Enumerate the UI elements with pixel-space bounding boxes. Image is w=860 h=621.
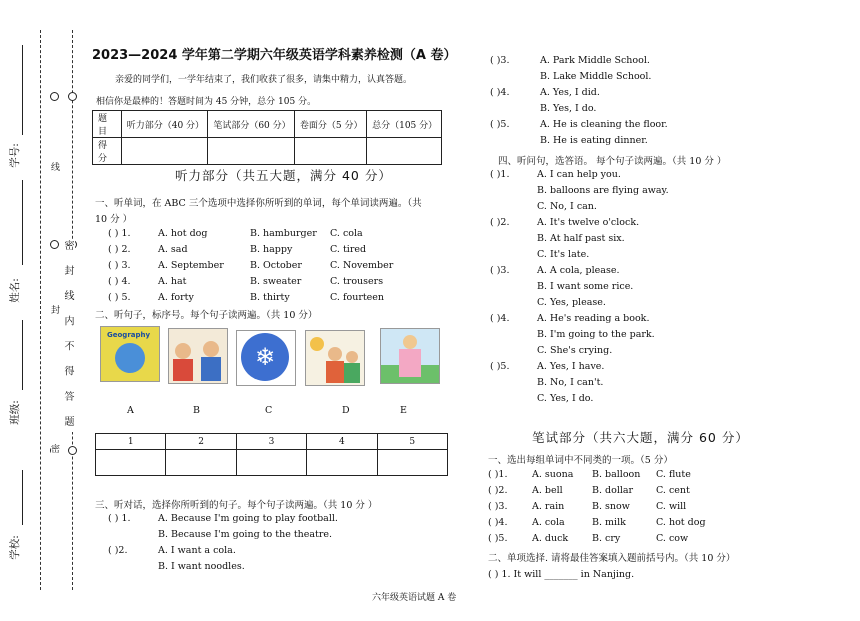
w1-option-c: C. cent <box>656 485 690 496</box>
s4-option-a: A. A cola, please. <box>537 265 620 276</box>
answer-cell[interactable] <box>166 450 236 476</box>
school-label: 学校: <box>8 535 21 560</box>
w1-item-num: ( )2. <box>488 485 508 496</box>
seal-char: 线 <box>51 160 60 173</box>
listening-heading: 听力部分（共五大题，满分 40 分） <box>175 168 392 183</box>
s1-option-b: B. sweater <box>250 276 302 287</box>
score-table-header-row <box>93 111 442 138</box>
s3-option-b: B. Because I'm going to the theatre. <box>158 529 333 540</box>
picture-label: A <box>127 405 134 416</box>
s1-option-b: B. thirty <box>250 292 290 303</box>
w1-option-c: C. flute <box>656 469 691 480</box>
s4-item-num: ( )3. <box>490 265 510 276</box>
wsection2-item: ( ) 1. It will _______ in Nanjing. <box>488 569 635 580</box>
s1-option-c: C. November <box>330 260 394 271</box>
picture-label: E <box>400 405 407 416</box>
score-cell: 听力部分（40 分） <box>121 111 208 138</box>
binding-hole <box>68 446 77 455</box>
s1-option-a: A. hat <box>158 276 187 287</box>
exam-title: 2023—2024 学年第二学期六年级英语学科素养检测（A 卷） <box>92 48 457 63</box>
s4-item-num: ( )5. <box>490 361 510 372</box>
s1-option-a: A. hot dog <box>158 228 208 239</box>
s1-item-num: ( ) 3. <box>108 260 131 271</box>
score-cell: 总分（105 分） <box>367 111 442 138</box>
w1-option-b: B. snow <box>592 501 630 512</box>
score-table-score-row <box>93 138 442 165</box>
score-cell: 笔试部分（60 分） <box>208 111 295 138</box>
w1-item-num: ( )4. <box>488 517 508 528</box>
seal-char: 密 <box>51 442 60 455</box>
s1-item-num: ( ) 5. <box>108 292 131 303</box>
picture-label: C <box>265 405 273 416</box>
answer-number: 2 <box>166 434 236 450</box>
s3-option-a: A. Because I'm going to play football. <box>158 513 338 524</box>
section2-title: 二、听句子，标序号。每个句子读两遍。（共 10 分） <box>95 310 318 321</box>
s1-option-a: A. September <box>158 260 224 271</box>
s3-option-b: B. He is eating dinner. <box>540 135 648 146</box>
picture-caption: Geography <box>107 331 151 339</box>
wsection2-title: 二、单项选择. 请将最佳答案填入题前括号内。（共 10 分） <box>488 553 736 564</box>
s3-option-b: B. Yes, I do. <box>540 103 597 114</box>
s4-item-num: ( )4. <box>490 313 510 324</box>
answer-table <box>95 433 448 476</box>
id-label: 学号: <box>8 143 21 168</box>
w1-option-a: A. duck <box>532 533 569 544</box>
binding-hole <box>68 92 77 101</box>
s4-option-a: A. It's twelve o'clock. <box>537 217 640 228</box>
intro-line-2: 相信你是最棒的！答题时间为 45 分钟，总分 105 分。 <box>96 97 317 107</box>
written-heading: 笔试部分（共六大题，满分 60 分） <box>532 430 749 445</box>
children-playing-picture <box>305 330 365 386</box>
snowflake-picture: ❄ <box>236 330 296 386</box>
score-cell: 题目 <box>93 111 122 138</box>
s1-option-b: B. hamburger <box>250 228 317 239</box>
s1-option-b: B. happy <box>250 244 293 255</box>
score-input-cell[interactable] <box>294 138 366 165</box>
seal-char: 封 <box>51 303 60 316</box>
arguing-kids-picture <box>168 328 228 384</box>
answer-number: 4 <box>307 434 377 450</box>
s3-option-a: A. I want a cola. <box>158 545 236 556</box>
answer-input-row <box>96 450 448 476</box>
section4-title: 四、听问句，选答语。 每个句子读两遍。（共 10 分 ） <box>498 156 727 167</box>
section3-title: 三、听对话，选择你所听到的句子。每个句子读两遍。（共 10 分 ） <box>95 500 378 511</box>
w1-option-a: A. bell <box>532 485 563 496</box>
intro-line-1: 亲爱的同学们，一学年结束了，我们收获了很多，请集中精力，认真答题。 <box>115 75 413 85</box>
w1-option-b: B. dollar <box>592 485 634 496</box>
s4-item-num: ( )2. <box>490 217 510 228</box>
s4-option-b: B. I'm going to the park. <box>537 329 655 340</box>
s1-option-c: C. tired <box>330 244 367 255</box>
w1-option-a: A. rain <box>532 501 565 512</box>
lake-scene-picture <box>380 328 440 384</box>
class-field[interactable] <box>22 320 24 390</box>
score-table <box>92 110 442 165</box>
s4-option-c: C. Yes, I do. <box>537 393 594 404</box>
s4-option-b: B. At half past six. <box>537 233 625 244</box>
s1-option-a: A. forty <box>158 292 194 303</box>
binding-hole <box>50 92 59 101</box>
s1-option-c: C. cola <box>330 228 363 239</box>
score-input-cell[interactable] <box>121 138 208 165</box>
binding-line-outer <box>40 30 41 590</box>
s1-option-c: C. trousers <box>330 276 384 287</box>
s1-item-num: ( ) 1. <box>108 228 131 239</box>
wsection1-title: 一、选出每组单词中不同类的一项。（5 分） <box>488 455 673 466</box>
w1-option-b: B. balloon <box>592 469 641 480</box>
w1-item-num: ( )1. <box>488 469 508 480</box>
score-input-cell[interactable] <box>367 138 442 165</box>
s3-item-num: ( )2. <box>108 545 128 556</box>
s1-option-b: B. October <box>250 260 302 271</box>
geography-book-picture <box>100 326 160 382</box>
s4-option-c: C. It's late. <box>537 249 590 260</box>
s4-option-c: C. She's crying. <box>537 345 613 356</box>
no-answer-notice: 密 封 线 内 不 得 答 题 <box>62 240 73 433</box>
s1-item-num: ( ) 2. <box>108 244 131 255</box>
s3-option-a: A. Yes, I did. <box>540 87 600 98</box>
answer-cell[interactable] <box>96 450 166 476</box>
answer-number: 3 <box>236 434 306 450</box>
s4-option-b: B. No, I can't. <box>537 377 604 388</box>
s3-item-num: ( )3. <box>490 55 510 66</box>
answer-cell[interactable] <box>307 450 377 476</box>
s3-option-b: B. I want noodles. <box>158 561 245 572</box>
binding-hole <box>50 240 59 249</box>
w1-option-b: B. milk <box>592 517 626 528</box>
id-field[interactable] <box>22 45 24 135</box>
s3-item-num: ( )4. <box>490 87 510 98</box>
s3-option-b: B. Lake Middle School. <box>540 71 652 82</box>
score-cell: 得分 <box>93 138 122 165</box>
class-label: 班级: <box>8 400 21 425</box>
name-field[interactable] <box>22 180 24 265</box>
s4-option-a: A. He's reading a book. <box>537 313 650 324</box>
answer-number: 1 <box>96 434 166 450</box>
name-label: 姓名: <box>8 278 21 303</box>
s4-option-c: C. No, I can. <box>537 201 597 212</box>
s3-item-num: ( ) 1. <box>108 513 131 524</box>
answer-cell[interactable] <box>236 450 306 476</box>
s3-option-a: A. Park Middle School. <box>540 55 650 66</box>
w1-option-c: C. cow <box>656 533 689 544</box>
w1-option-c: C. will <box>656 501 687 512</box>
section1-title-cont: 10 分 ） <box>95 214 133 225</box>
s4-option-c: C. Yes, please. <box>537 297 606 308</box>
picture-label: B <box>193 405 200 416</box>
w1-option-b: B. cry <box>592 533 621 544</box>
s4-option-a: A. Yes, I have. <box>537 361 605 372</box>
answer-cell[interactable] <box>377 450 447 476</box>
school-field[interactable] <box>22 470 24 525</box>
page-footer: 六年级英语试题 A 卷 <box>372 593 457 603</box>
s1-option-a: A. sad <box>158 244 188 255</box>
s3-item-num: ( )5. <box>490 119 510 130</box>
answer-number-row <box>96 434 448 450</box>
score-cell: 卷面分（5 分） <box>294 111 366 138</box>
s4-option-b: B. I want some rice. <box>537 281 634 292</box>
s1-item-num: ( ) 4. <box>108 276 131 287</box>
w1-option-c: C. hot dog <box>656 517 706 528</box>
score-input-cell[interactable] <box>208 138 295 165</box>
w1-item-num: ( )5. <box>488 533 508 544</box>
s1-option-c: C. fourteen <box>330 292 385 303</box>
w1-option-a: A. cola <box>532 517 565 528</box>
s4-item-num: ( )1. <box>490 169 510 180</box>
picture-label: D <box>342 405 350 416</box>
w1-option-a: A. suona <box>532 469 574 480</box>
section1-title: 一、听单词，在 ABC 三个选项中选择你所听到的单词，每个单词读两遍。（共 <box>95 198 422 209</box>
s4-option-a: A. I can help you. <box>537 169 621 180</box>
answer-number: 5 <box>377 434 447 450</box>
w1-item-num: ( )3. <box>488 501 508 512</box>
s4-option-b: B. balloons are flying away. <box>537 185 669 196</box>
s3-option-a: A. He is cleaning the floor. <box>540 119 668 130</box>
